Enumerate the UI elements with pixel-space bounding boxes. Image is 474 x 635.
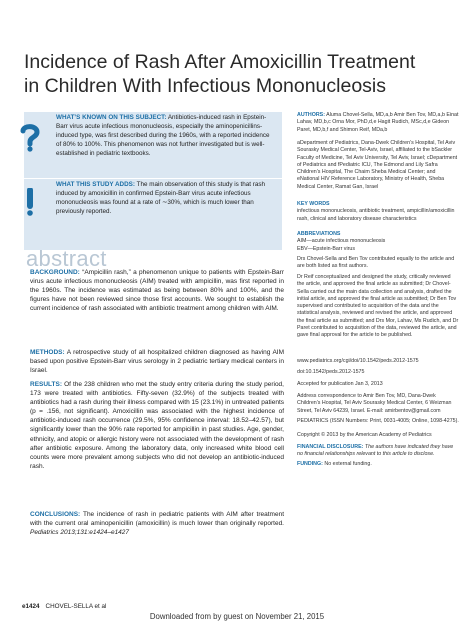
adds-text: The main observation of this study is that rash induced by amoxicillin in confirmed Epstein-Barr virus acute infectious mononucleosis was found at a rate of ∼30%, which is much lower than previously reported. bbox=[56, 181, 266, 215]
copyright-line: Copyright © 2013 by the American Academy of Pediatrics bbox=[297, 432, 432, 438]
contributors-statement: Dr Reif conceptualized and designed the study, critically reviewed the article, and approved the final article as submitted; Dr Chovel-Sella carried out the main data collection and analysis, drafted the initial article, and approved the final article as submitted; Dr Ben Tov supervised and contributed to acquisition of the data and the statistical analysis, reviewed and revised the article, and approved the final article as submitted; and Drs Mor, Lahav, Ms Rudich, and Dr Paret contributed to acquisition of the data, reviewed the article, and gave final approval for the article to be published. bbox=[297, 274, 459, 339]
conclusions-label: CONCLUSIONS: bbox=[30, 511, 81, 518]
keywords-label: KEY WORDS bbox=[297, 201, 330, 207]
article-title bbox=[24, 50, 454, 98]
accepted-date: Accepted for publication Jan 3, 2013 bbox=[297, 381, 383, 387]
affiliations: aDepartment of Pediatrics, Dana-Dwek Children’s Hospital, Tel Aviv Sourasky Medical Center, Tel-Aviv, Israel, affiliated to the bSackler Faculty of Medicine, Tel Aviv University, Tel Aviv, Israel; cDepartment of Pediatrics and fPediatric ICU, The Edmond and Lily Safra Children’s Hospital, The Chaim Sheba Medical Center; and eNational HIV Reference Laboratory, Ministry of Health, Sheba Medical Center, Ramat Gan, Israel bbox=[297, 140, 458, 190]
background-label: BACKGROUND: bbox=[30, 269, 80, 276]
abstract-conclusions bbox=[30, 510, 284, 537]
abbreviation-ebv: EBV—Epstein-Barr virus bbox=[297, 245, 355, 252]
abbreviations-label: ABBREVIATIONS bbox=[297, 231, 341, 237]
article-url[interactable]: www.pediatrics.org/cgi/doi/10.1542/peds.2012-1575 bbox=[297, 358, 419, 364]
keywords-block bbox=[297, 201, 459, 223]
title-line-2: in Children With Infectious Mononucleosis bbox=[24, 75, 387, 97]
abstract-results bbox=[30, 380, 284, 471]
page-number: e1424 bbox=[22, 603, 40, 610]
background-text: “Ampicillin rash,” a phenomenon unique to patients with Epstein-Barr virus acute infectious mononucleosis (AIM) treated with ampicillin, was first reported in the 1960s. The incidence was estimated as being between 80% and 100%, and the figures have not been reviewed since those first accounts. We sought to establish the current incidence of rash associated with antibiotic treatment among children with AIM. bbox=[30, 269, 284, 313]
financial-disclosure bbox=[297, 444, 459, 459]
financial-label: FINANCIAL DISCLOSURE: bbox=[297, 444, 364, 450]
abbreviation-aim: AIM—acute infectious mononucleosis bbox=[297, 238, 386, 245]
keywords-text: infectious mononucleosis, antibiotic treatment, ampicillin/amoxicillin rash, clinical and laboratory disease characteristics bbox=[297, 208, 455, 222]
title-line-1: Incidence of Rash After Amoxicillin Treatment bbox=[24, 51, 416, 73]
results-label: RESULTS: bbox=[30, 381, 63, 388]
funding-label: FUNDING: bbox=[297, 461, 323, 467]
correspondence-address: Address correspondence to Amir Ben Tov, MD, Dana-Dwek Children’s Hospital, Tel Aviv Sourasky Medical Center, 6 Weizman Street, Tel Aviv 64239, Israel. E-mail: amirbentov@gmail.com bbox=[297, 393, 452, 414]
authors-label: AUTHORS: bbox=[297, 112, 325, 118]
funding-text: No external funding. bbox=[324, 461, 372, 467]
methods-text: A retrospective study of all hospitalized children diagnosed as having AIM based upon positive Epstein-Barr virus serology in 2 pediatric tertiary medical centers in Israel. bbox=[30, 349, 284, 375]
abbreviations-block bbox=[297, 231, 459, 253]
known-label: WHAT’S KNOWN ON THIS SUBJECT: bbox=[56, 114, 167, 121]
abstract-methods bbox=[30, 348, 284, 375]
issn-line: PEDIATRICS (ISSN Numbers: Print, 0031-4005; Online, 1098-4275). bbox=[297, 418, 459, 424]
download-notice: Downloaded from by guest on November 21, 2015 bbox=[149, 612, 325, 621]
summary-box bbox=[24, 112, 282, 250]
adds-label: WHAT THIS STUDY ADDS: bbox=[56, 181, 135, 188]
known-text: Antibiotics-induced rash in Epstein-Barr virus acute infectious mononucleosis, especially the aminopenicillins-induced type, was first described during the 1960s, with a reported incidence of 80% to 100%. This phenomenon was not further investigated but is well-established in pediatric textbooks. bbox=[56, 114, 270, 157]
contributors-note: Drs Chovel-Sella and Ben Tov contributed equally to the article and are both listed as first authors. bbox=[297, 256, 455, 270]
page-footer bbox=[22, 603, 106, 610]
methods-label: METHODS: bbox=[30, 349, 65, 356]
exclamation-icon bbox=[20, 188, 40, 216]
running-head: CHOVEL-SELLA et al bbox=[45, 603, 107, 610]
abstract-heading: abstract bbox=[26, 246, 107, 271]
authors-text: Aluma Chovel-Sella, MD,a,b Amir Ben Tov, MD,a,b Einat Lahav, MD,b,c Orna Mor, PhD,d,e Hagit Rudich, MSc,d,e Gideon Paret, MD,b,f and Shimon Reif, MDa,b bbox=[297, 112, 459, 133]
results-text: Of the 238 children who met the study entry criteria during the study period, 173 were treated with antibiotics. Fifty-seven (32.9%) of the subjects treated with antibiotics had a rash during their illness compared with 15 (23.1%) in untreated patients (p = .156, not significant). Amoxicillin was associated with the highest incidence of antibiotic-induced rash occurrence (29.5%, 95% confidence interval: 18.52–42.57), but significantly lower than the 90% rate reported for ampicillin in past studies. Age, gender, ethnicity, and atopic or allergic history were not associated with the development of rash after antibiotic exposure. Among the laboratory data, only increased white blood cell counts were more prevalent among subjects who did not develop an antibiotic-induced rash. bbox=[30, 381, 285, 470]
article-doi[interactable]: doi:10.1542/peds.2012-1575 bbox=[297, 369, 365, 375]
citation-text: Pediatrics 2013;131:e1424–e1427 bbox=[30, 529, 130, 537]
question-icon bbox=[19, 122, 41, 152]
funding bbox=[297, 461, 459, 468]
conclusions-text: The incidence of rash in pediatric patients with AIM after treatment with the current oral aminopenicillin (amoxicillin) is much lower than originally reported. bbox=[30, 511, 284, 528]
abstract-background bbox=[30, 268, 284, 313]
known-paragraph bbox=[56, 114, 276, 159]
box-divider bbox=[24, 178, 282, 179]
authors-block bbox=[297, 112, 459, 134]
adds-paragraph bbox=[56, 181, 276, 217]
financial-text: The authors have indicated they have no financial relationships relevant to this article to disclose. bbox=[297, 444, 454, 458]
